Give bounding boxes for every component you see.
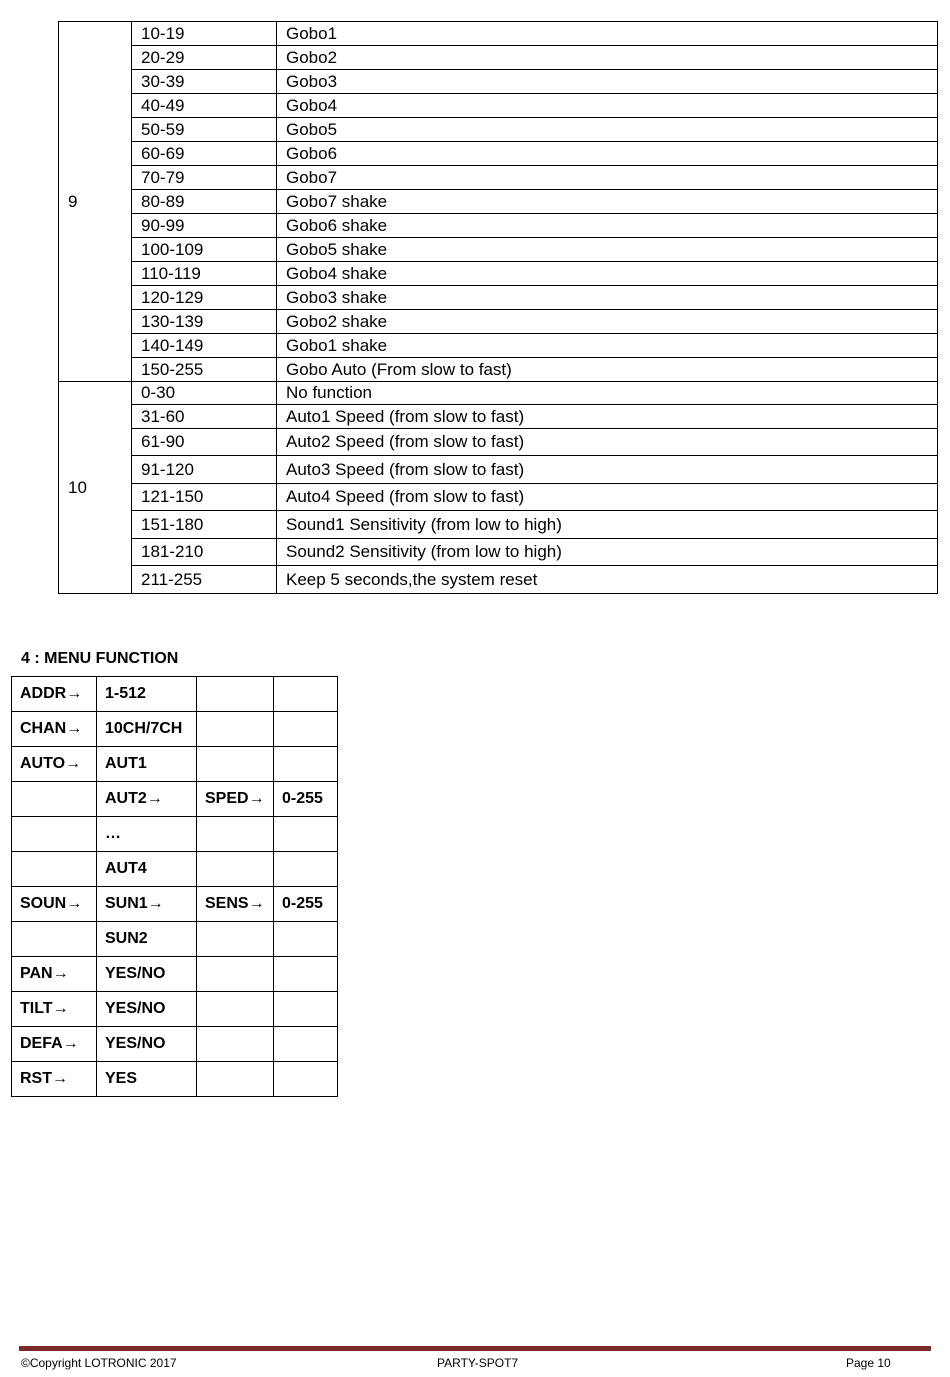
dmx-function: Gobo5 shake xyxy=(277,238,938,262)
dmx-function: Gobo7 xyxy=(277,166,938,190)
dmx-range: 120-129 xyxy=(132,286,277,310)
dmx-range: 181-210 xyxy=(132,539,277,566)
dmx-row xyxy=(59,22,938,46)
menu-cell-col3 xyxy=(197,677,274,712)
dmx-range: 0-30 xyxy=(132,382,277,405)
menu-cell-col1: TILT→ xyxy=(12,992,97,1027)
dmx-function: Gobo1 shake xyxy=(277,334,938,358)
menu-cell-col1 xyxy=(12,782,97,817)
menu-cell-col2: … xyxy=(97,817,197,852)
menu-cell-col3: SPED→ xyxy=(197,782,274,817)
dmx-range: 40-49 xyxy=(132,94,277,118)
dmx-function: Gobo2 xyxy=(277,46,938,70)
dmx-function: Auto2 Speed (from slow to fast) xyxy=(277,429,938,456)
dmx-function: No function xyxy=(277,382,938,405)
dmx-row xyxy=(59,334,938,358)
menu-cell-col1: AUTO→ xyxy=(12,747,97,782)
dmx-row xyxy=(59,539,938,566)
menu-cell-col4: 0-255 xyxy=(274,782,338,817)
menu-cell-col4 xyxy=(274,852,338,887)
dmx-row xyxy=(59,46,938,70)
menu-cell-col3 xyxy=(197,852,274,887)
menu-cell-col3: SENS→ xyxy=(197,887,274,922)
dmx-function: Auto4 Speed (from slow to fast) xyxy=(277,484,938,511)
dmx-function: Gobo5 xyxy=(277,118,938,142)
dmx-function: Gobo6 shake xyxy=(277,214,938,238)
dmx-function: Auto3 Speed (from slow to fast) xyxy=(277,456,938,484)
menu-cell-col1: DEFA→ xyxy=(12,1027,97,1062)
dmx-function: Gobo7 shake xyxy=(277,190,938,214)
menu-cell-col3 xyxy=(197,1027,274,1062)
menu-cell-col2: 1-512 xyxy=(97,677,197,712)
menu-cell-col1: RST→ xyxy=(12,1062,97,1097)
menu-cell-col2: AUT2→ xyxy=(97,782,197,817)
dmx-function: Sound1 Sensitivity (from low to high) xyxy=(277,511,938,539)
dmx-row xyxy=(59,286,938,310)
dmx-range: 90-99 xyxy=(132,214,277,238)
dmx-function: Keep 5 seconds,the system reset xyxy=(277,566,938,594)
menu-cell-col4 xyxy=(274,747,338,782)
menu-cell-col1 xyxy=(12,817,97,852)
menu-row xyxy=(12,922,338,957)
menu-cell-col2: YES/NO xyxy=(97,1027,197,1062)
dmx-row xyxy=(59,142,938,166)
dmx-channel-table xyxy=(58,21,938,594)
dmx-row xyxy=(59,238,938,262)
menu-section-title: 4 : MENU FUNCTION xyxy=(21,650,179,667)
dmx-function: Gobo4 xyxy=(277,94,938,118)
menu-cell-col1 xyxy=(12,922,97,957)
menu-cell-col3 xyxy=(197,992,274,1027)
dmx-row xyxy=(59,262,938,286)
footer-rule xyxy=(19,1346,931,1351)
footer-page-number: Page 10 xyxy=(846,1356,891,1370)
dmx-row xyxy=(59,382,938,405)
dmx-range: 70-79 xyxy=(132,166,277,190)
menu-cell-col4 xyxy=(274,992,338,1027)
menu-function-table xyxy=(11,676,338,1097)
menu-row xyxy=(12,992,338,1027)
dmx-range: 130-139 xyxy=(132,310,277,334)
dmx-row xyxy=(59,358,938,382)
menu-row xyxy=(12,887,338,922)
menu-row xyxy=(12,852,338,887)
menu-row xyxy=(12,1062,338,1097)
dmx-row xyxy=(59,190,938,214)
menu-row xyxy=(12,817,338,852)
dmx-range: 211-255 xyxy=(132,566,277,594)
dmx-row xyxy=(59,118,938,142)
dmx-range: 31-60 xyxy=(132,405,277,429)
menu-cell-col4 xyxy=(274,922,338,957)
dmx-range: 60-69 xyxy=(132,142,277,166)
menu-cell-col2: YES xyxy=(97,1062,197,1097)
dmx-row xyxy=(59,511,938,539)
menu-cell-col4 xyxy=(274,817,338,852)
dmx-function: Gobo6 xyxy=(277,142,938,166)
dmx-range: 61-90 xyxy=(132,429,277,456)
menu-cell-col2: 10CH/7CH xyxy=(97,712,197,747)
menu-cell-col3 xyxy=(197,922,274,957)
menu-row xyxy=(12,1027,338,1062)
dmx-range: 30-39 xyxy=(132,70,277,94)
menu-cell-col2: SUN2 xyxy=(97,922,197,957)
dmx-row xyxy=(59,70,938,94)
menu-cell-col4: 0-255 xyxy=(274,887,338,922)
dmx-range: 10-19 xyxy=(132,22,277,46)
dmx-function: Gobo4 shake xyxy=(277,262,938,286)
menu-cell-col1: CHAN→ xyxy=(12,712,97,747)
menu-cell-col2: SUN1→ xyxy=(97,887,197,922)
dmx-range: 91-120 xyxy=(132,456,277,484)
menu-row xyxy=(12,747,338,782)
footer-model: PARTY-SPOT7 xyxy=(437,1356,519,1370)
dmx-range: 100-109 xyxy=(132,238,277,262)
dmx-function: Gobo2 shake xyxy=(277,310,938,334)
footer-copyright: ©Copyright LOTRONIC 2017 xyxy=(21,1356,177,1370)
dmx-range: 50-59 xyxy=(132,118,277,142)
dmx-range: 150-255 xyxy=(132,358,277,382)
menu-cell-col3 xyxy=(197,1062,274,1097)
menu-cell-col2: YES/NO xyxy=(97,992,197,1027)
dmx-row xyxy=(59,405,938,429)
channel-number: 10 xyxy=(59,382,132,594)
menu-cell-col1: ADDR→ xyxy=(12,677,97,712)
dmx-function: Gobo3 shake xyxy=(277,286,938,310)
menu-cell-col3 xyxy=(197,712,274,747)
menu-cell-col2: YES/NO xyxy=(97,957,197,992)
dmx-row xyxy=(59,566,938,594)
dmx-row xyxy=(59,429,938,456)
dmx-range: 20-29 xyxy=(132,46,277,70)
menu-cell-col4 xyxy=(274,677,338,712)
menu-cell-col1: PAN→ xyxy=(12,957,97,992)
menu-row xyxy=(12,957,338,992)
dmx-range: 80-89 xyxy=(132,190,277,214)
dmx-row xyxy=(59,310,938,334)
menu-cell-col4 xyxy=(274,1027,338,1062)
menu-cell-col2: AUT1 xyxy=(97,747,197,782)
menu-cell-col3 xyxy=(197,957,274,992)
dmx-function: Sound2 Sensitivity (from low to high) xyxy=(277,539,938,566)
dmx-row xyxy=(59,94,938,118)
channel-number: 9 xyxy=(59,22,132,382)
menu-cell-col2: AUT4 xyxy=(97,852,197,887)
dmx-function: Auto1 Speed (from slow to fast) xyxy=(277,405,938,429)
dmx-row xyxy=(59,166,938,190)
dmx-range: 140-149 xyxy=(132,334,277,358)
menu-row xyxy=(12,782,338,817)
dmx-range: 151-180 xyxy=(132,511,277,539)
dmx-function: Gobo Auto (From slow to fast) xyxy=(277,358,938,382)
menu-cell-col3 xyxy=(197,817,274,852)
dmx-function: Gobo3 xyxy=(277,70,938,94)
dmx-row xyxy=(59,456,938,484)
dmx-function: Gobo1 xyxy=(277,22,938,46)
menu-cell-col4 xyxy=(274,1062,338,1097)
dmx-row xyxy=(59,484,938,511)
menu-cell-col4 xyxy=(274,712,338,747)
dmx-range: 110-119 xyxy=(132,262,277,286)
dmx-range: 121-150 xyxy=(132,484,277,511)
menu-row xyxy=(12,677,338,712)
menu-cell-col3 xyxy=(197,747,274,782)
menu-row xyxy=(12,712,338,747)
menu-cell-col1 xyxy=(12,852,97,887)
menu-cell-col1: SOUN→ xyxy=(12,887,97,922)
dmx-row xyxy=(59,214,938,238)
menu-cell-col4 xyxy=(274,957,338,992)
